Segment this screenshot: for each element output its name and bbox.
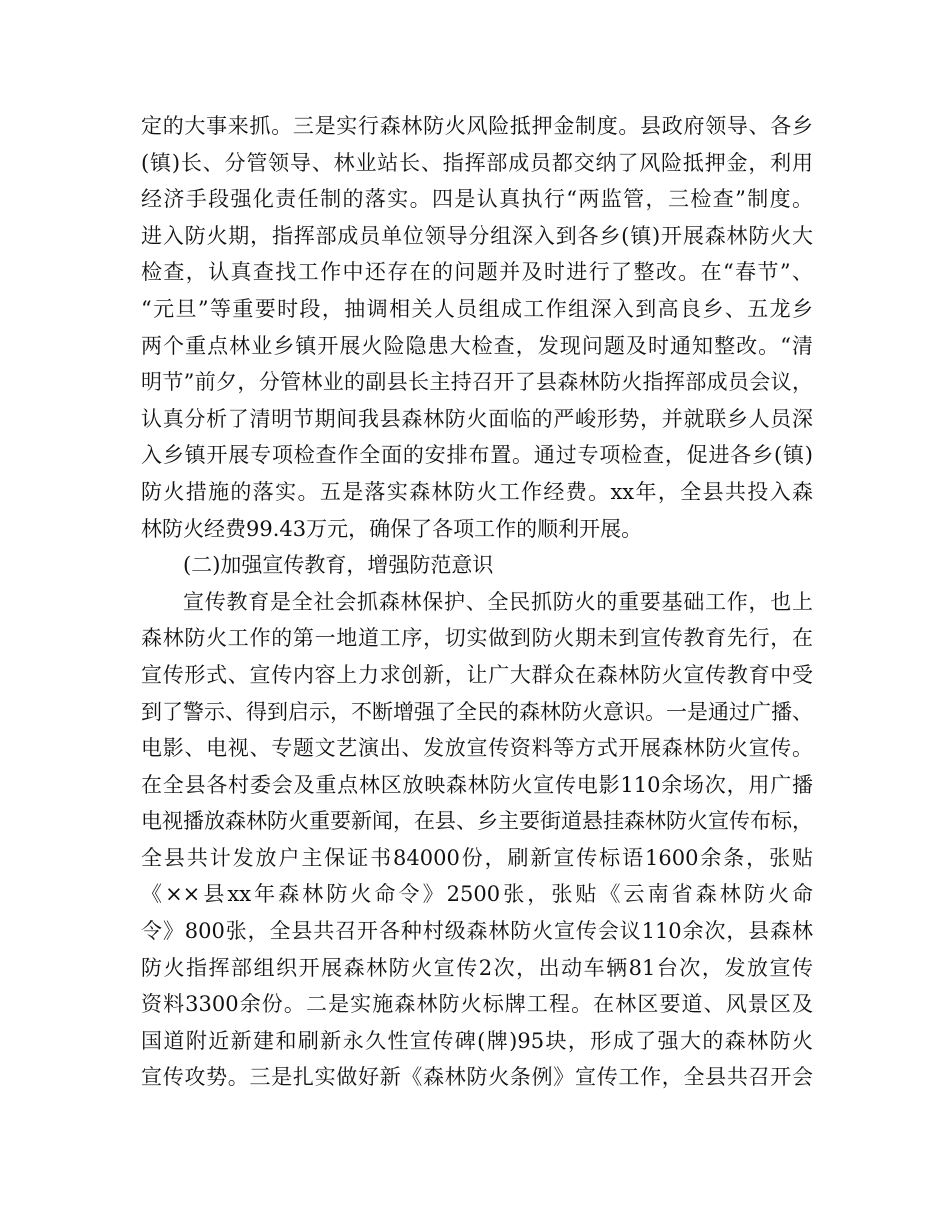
text-line: 定的大事来抓。三是实行森林防火风险抵押金制度。县政府领导、各乡 (141, 114, 813, 138)
text-line: 防火措施的落实。五是落实森林防火工作经费。xx年，全县共投入森 (141, 479, 813, 504)
text-line: 两个重点林业乡镇开展火险隐患大检查，发现问题及时通知整改。“清 (141, 333, 813, 358)
paragraph-2 (141, 584, 813, 1096)
text-line: 林防火经费99.43万元，确保了各项工作的顺利开展。 (141, 516, 643, 541)
text-line: 全县共计发放户主保证书84000份，刷新宣传标语1600余条，张贴 (141, 845, 813, 870)
text-line: “元旦”等重要时段，抽调相关人员组成工作组深入到高良乡、五龙乡 (141, 296, 813, 321)
text-line: 国道附近新建和刷新永久性宣传碑(牌)95块，形成了强大的森林防火 (141, 1028, 813, 1053)
text-line: 在全县各村委会及重点林区放映森林防火宣传电影110余场次，用广播 (141, 772, 813, 797)
section-heading: (二)加强宣传教育，增强防范意识 (183, 553, 494, 578)
text-line: 宣传教育是全社会抓森林保护、全民抓防火的重要基础工作，也上 (183, 589, 813, 614)
text-line: 电影、电视、专题文艺演出、发放宣传资料等方式开展森林防火宣传。 (141, 736, 813, 761)
text-line: 宣传攻势。三是扎实做好新《森林防火条例》宣传工作，全县共召开会 (141, 1065, 813, 1090)
text-line: 经济手段强化责任制的落实。四是认真执行“两监管，三检查”制度。 (141, 187, 813, 212)
text-line: 宣传形式、宣传内容上力求创新，让广大群众在森林防火宣传教育中受 (141, 662, 813, 687)
text-line: 检查，认真查找工作中还存在的问题并及时进行了整改。在“春节”、 (141, 260, 813, 285)
document-body (141, 108, 813, 1096)
text-line: 明节”前夕，分管林业的副县长主持召开了县森林防火指挥部成员会议， (141, 370, 813, 395)
paragraph-1 (141, 108, 813, 547)
text-line: 认真分析了清明节期间我县森林防火面临的严峻形势，并就联乡人员深 (141, 406, 813, 431)
text-line: 森林防火工作的第一地道工序，切实做到防火期未到宣传教育先行，在 (141, 626, 813, 651)
text-line: 进入防火期，指挥部成员单位领导分组深入到各乡(镇)开展森林防火大 (141, 223, 813, 248)
text-line: 令》800张，全县共召开各种村级森林防火宣传会议110余次，县森林 (141, 919, 813, 944)
text-line: (镇)长、分管领导、林业站长、指挥部成员都交纳了风险抵押金，利用 (141, 150, 813, 175)
text-line: 电视播放森林防火重要新闻，在县、乡主要街道悬挂森林防火宣传布标， (141, 809, 813, 834)
text-line: 资料3300余份。二是实施森林防火标牌工程。在林区要道、风景区及 (141, 992, 813, 1017)
text-line: 入乡镇开展专项检查作全面的安排布置。通过专项检查，促进各乡(镇) (141, 443, 813, 468)
text-line: 到了警示、得到启示，不断增强了全民的森林防火意识。一是通过广播、 (141, 699, 813, 724)
text-line: 《××县xx年森林防火命令》2500张，张贴《云南省森林防火命 (141, 882, 813, 907)
text-line: 防火指挥部组织开展森林防火宣传2次，出动车辆81台次，发放宣传 (141, 955, 813, 980)
